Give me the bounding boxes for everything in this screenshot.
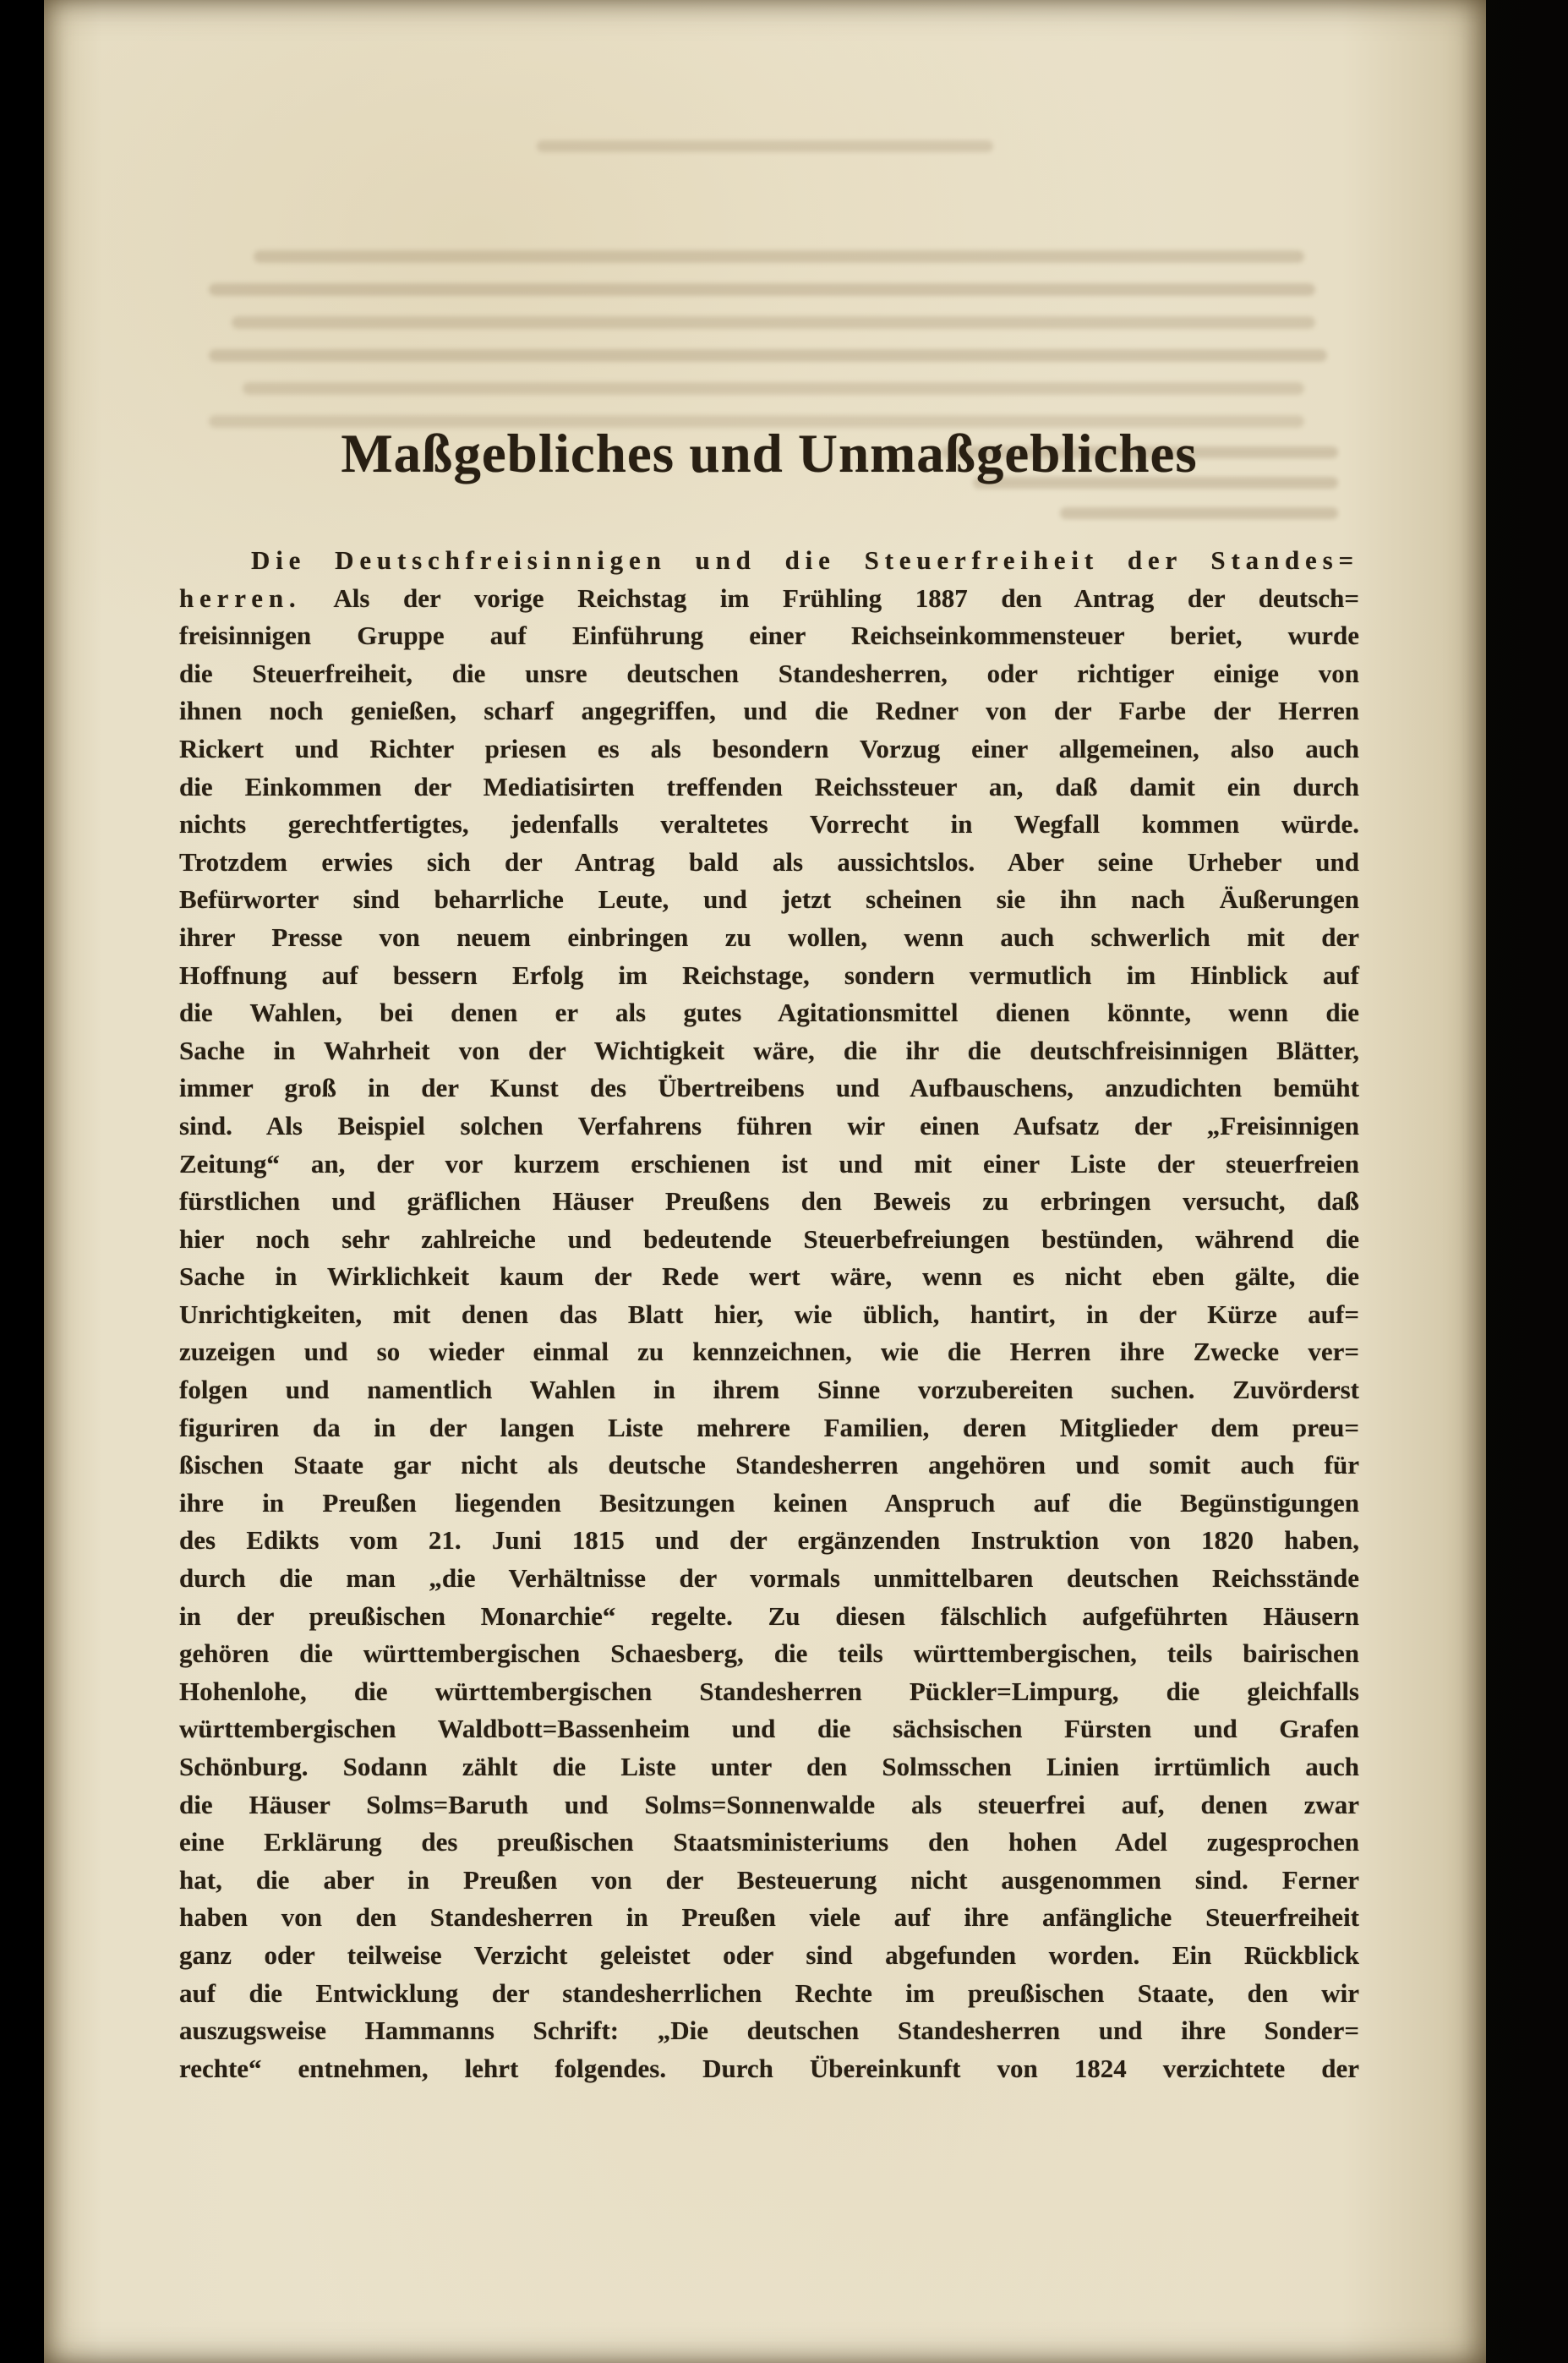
text-line: Rickert und Richter priesen es als besondern Vorzug einer allgemeinen, also auch bbox=[179, 733, 1359, 763]
text-line: Sache in Wirklichkeit kaum der Rede wert wäre, wenn es nicht eben gälte, die bbox=[179, 1261, 1359, 1292]
showthrough-line bbox=[209, 349, 1327, 362]
text-line: durch die man „die Verhältnisse der vormals unmittelbaren deutschen Reichsstände bbox=[179, 1563, 1359, 1594]
showthrough-line bbox=[254, 250, 1303, 263]
letterspaced-lead: Die Deutschfreisinnigen und die Steuerfreiheit der Standes= bbox=[251, 545, 1359, 575]
text-line: haben von den Standesherren in Preußen viele auf ihre anfängliche Steuerfreiheit bbox=[179, 1902, 1359, 1933]
text-line: Trotzdem erwies sich der Antrag bald als aussichtslos. Aber seine Urheber und bbox=[179, 846, 1359, 877]
text-line: sind. Als Beispiel solchen Verfahrens führen wir einen Aufsatz der „Freisinnigen bbox=[179, 1110, 1359, 1140]
letterspaced-lead: herren. bbox=[179, 583, 302, 613]
text-line: folgen und namentlich Wahlen in ihrem Sinne vorzubereiten suchen. Zuvörderst bbox=[179, 1375, 1359, 1405]
text-line: zuzeigen und so wieder einmal zu kennzeichnen, wie die Herren ihre Zwecke ver= bbox=[179, 1337, 1359, 1367]
showthrough-line bbox=[232, 316, 1316, 329]
text-line: eine Erklärung des preußischen Staatsministeriums den hohen Adel zugesprochen bbox=[179, 1827, 1359, 1857]
showthrough-line bbox=[1060, 507, 1338, 519]
text-line: Befürworter sind beharrliche Leute, und jetzt scheinen sie ihn nach Äußerungen bbox=[179, 884, 1359, 915]
text-line: figuriren da in der langen Liste mehrere Familien, deren Mitglieder dem preu= bbox=[179, 1412, 1359, 1442]
book-page bbox=[44, 0, 1486, 2363]
text-line: nichts gerechtfertigtes, jedenfalls veraltetes Vorrecht in Wegfall kommen würde. bbox=[179, 809, 1359, 840]
text-line: Hoffnung auf bessern Erfolg im Reichstage, sondern vermutlich im Hinblick auf bbox=[179, 960, 1359, 990]
section-title: Maßgebliches und Unmaßgebliches bbox=[341, 424, 1198, 484]
text-line: ihnen noch genießen, scharf angegriffen, und die Redner von der Farbe der Herren bbox=[179, 696, 1359, 726]
showthrough-line bbox=[243, 382, 1304, 395]
text-line bbox=[179, 542, 1359, 580]
text-line: Unrichtigkeiten, mit denen das Blatt hier, wie üblich, hantirt, in der Kürze auf= bbox=[179, 1299, 1359, 1329]
text-line: Schönburg. Sodann zählt die Liste unter den Solmsschen Linien irrtümlich auch bbox=[179, 1752, 1359, 1781]
showthrough-line bbox=[537, 140, 993, 152]
text-line: gehören die württembergischen Schaesberg, die teils württembergischen, teils bairischen bbox=[179, 1638, 1359, 1669]
text-line: die Wahlen, bei denen er als gutes Agitationsmittel dienen könnte, wenn die bbox=[179, 998, 1359, 1028]
text-line: Hohenlohe, die württembergischen Standesherren Pückler=Limpurg, die gleichfalls bbox=[179, 1676, 1359, 1706]
text-line: Zeitung“ an, der vor kurzem erschienen ist und mit einer Liste der steuerfreien bbox=[179, 1148, 1359, 1179]
text-line: des Edikts vom 21. Juni 1815 und der ergänzenden Instruktion von 1820 haben, bbox=[179, 1525, 1359, 1556]
text-line: auszugsweise Hammanns Schrift: „Die deutschen Standesherren und ihre Sonder= bbox=[179, 2016, 1359, 2046]
showthrough-line bbox=[209, 283, 1315, 296]
text-line: rechte“ entnehmen, lehrt folgendes. Durch Übereinkunft von 1824 verzichtete der bbox=[179, 2053, 1359, 2083]
text-line: Sache in Wahrheit von der Wichtigkeit wäre, die ihr die deutschfreisinnigen Blätter, bbox=[179, 1035, 1359, 1065]
text-line: ganz oder teilweise Verzicht geleistet oder sind abgefunden worden. Ein Rückblick bbox=[179, 1939, 1359, 1970]
text-line: die Häuser Solms=Baruth und Solms=Sonnenwalde als steuerfrei auf, denen zwar bbox=[179, 1789, 1359, 1819]
text-line: auf die Entwicklung der standesherrlichen Rechte im preußischen Staate, den wir bbox=[179, 1977, 1359, 2008]
text-line: hat, die aber in Preußen von der Besteuerung nicht ausgenommen sind. Ferner bbox=[179, 1864, 1359, 1895]
text-line: die Einkommen der Mediatisirten treffenden Reichssteuer an, daß damit ein durch bbox=[179, 771, 1359, 801]
text-line: württembergischen Waldbott=Bassenheim und die sächsischen Fürsten und Grafen bbox=[179, 1714, 1359, 1744]
text-line: hier noch sehr zahlreiche und bedeutende Steuerbefreiungen bestünden, während die bbox=[179, 1223, 1359, 1254]
text-line: herren. Als der vorige Reichstag im Frühling 1887 den Antrag der deutsch= bbox=[179, 583, 1359, 613]
article-body bbox=[179, 542, 1359, 2087]
text-line: ihre in Preußen liegenden Besitzungen keinen Anspruch auf die Begünstigungen bbox=[179, 1487, 1359, 1518]
text-line: ihrer Presse von neuem einbringen zu wollen, wenn auch schwerlich mit der bbox=[179, 922, 1359, 952]
text-line: die Steuerfreiheit, die unsre deutschen Standesherren, oder richtiger einige von bbox=[179, 658, 1359, 688]
showthrough-running-head bbox=[537, 140, 993, 172]
text-line: ßischen Staate gar nicht als deutsche Standesherren angehören und somit auch für bbox=[179, 1450, 1359, 1480]
showthrough-text-block bbox=[209, 250, 1338, 448]
text-line: fürstlichen und gräflichen Häuser Preußens den Beweis zu erbringen versucht, daß bbox=[179, 1186, 1359, 1217]
text-line: freisinnigen Gruppe auf Einführung einer Reichseinkommensteuer beriet, wurde bbox=[179, 621, 1359, 651]
text-line: in der preußischen Monarchie“ regelte. Zu diesen fälschlich aufgeführten Häusern bbox=[179, 1600, 1359, 1631]
text-line: immer groß in der Kunst des Übertreibens und Aufbauschens, anzudichten bemüht bbox=[179, 1073, 1359, 1103]
